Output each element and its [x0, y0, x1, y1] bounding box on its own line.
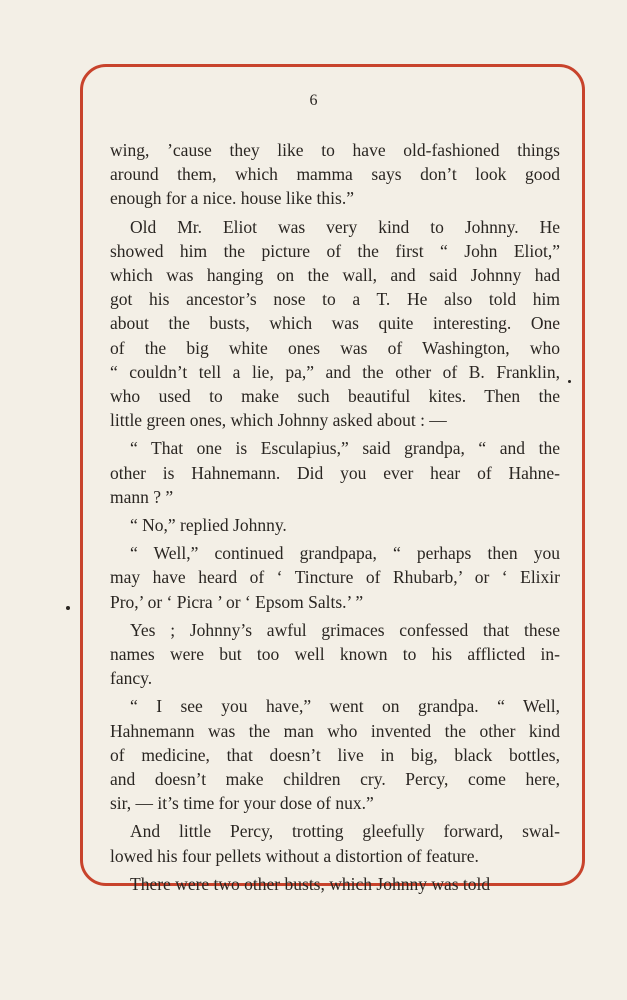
text-line: showed him the picture of the first “ John Eliot,” — [110, 240, 560, 261]
paragraph — [110, 215, 560, 433]
text-line: enough for a nice. house like this.” — [110, 188, 354, 209]
text-line: sir, — it’s time for your dose of nux.” — [110, 793, 374, 814]
text-line: Old Mr. Eliot was very kind to Johnny. He — [130, 216, 560, 237]
paragraph — [110, 138, 560, 211]
text-line: and doesn’t make children cry. Percy, come here, — [110, 769, 560, 790]
text-line: names were but too well known to his afflicted in- — [110, 644, 560, 665]
paragraph — [110, 618, 560, 691]
paragraph — [110, 541, 560, 614]
text-line: Hahnemann was the man who invented the other kind — [110, 720, 560, 741]
text-line: There were two other busts, which Johnny was told — [130, 873, 491, 894]
text-line: lowed his four pellets without a distortion of feature. — [110, 845, 479, 866]
text-block — [110, 138, 560, 896]
text-line: little green ones, which Johnny asked about : — — [110, 410, 447, 431]
text-line: other is Hahnemann. Did you ever hear of Hahne- — [110, 462, 560, 483]
text-line: And little Percy, trotting gleefully forward, swal- — [130, 821, 560, 842]
text-line: of medicine, that doesn’t live in big, black bottles, — [110, 744, 560, 765]
text-line: Pro,’ or ‘ Picra ’ or ‘ Epsom Salts.’ ” — [110, 591, 364, 612]
paragraph — [110, 819, 560, 867]
text-line: may have heard of ‘ Tincture of Rhubarb,’ or ‘ Elixir — [110, 567, 560, 588]
text-line: of the big white ones was of Washington, who — [110, 337, 560, 358]
text-line: Yes ; Johnny’s awful grimaces confessed that these — [130, 619, 560, 640]
ink-speck — [568, 380, 571, 383]
text-line: “ No,” replied Johnny. — [130, 515, 287, 536]
text-line: mann ? ” — [110, 486, 174, 507]
page-number: 6 — [309, 92, 318, 109]
text-line: got his ancestor’s nose to a T. He also told him — [110, 289, 560, 310]
text-line: around them, which mamma says don’t look good — [110, 164, 560, 185]
text-line: fancy. — [110, 668, 153, 689]
text-line: “ couldn’t tell a lie, pa,” and the other of B. Franklin, — [110, 361, 560, 382]
text-line: “ Well,” continued grandpapa, “ perhaps then you — [130, 543, 560, 564]
text-line: who used to make such beautiful kites. Then the — [110, 386, 560, 407]
paragraph — [110, 436, 560, 509]
paragraph — [110, 872, 560, 896]
text-line: “ I see you have,” went on grandpa. “ Well, — [130, 696, 560, 717]
ink-speck — [66, 606, 70, 610]
text-line: “ That one is Esculapius,” said grandpa, “ and the — [130, 438, 560, 459]
paragraph — [110, 513, 560, 537]
text-line: about the busts, which was quite interesting. One — [110, 313, 560, 334]
text-line: which was hanging on the wall, and said Johnny had — [110, 265, 560, 286]
paragraph — [110, 694, 560, 815]
text-line: wing, ’cause they like to have old-fashioned things — [110, 140, 560, 160]
